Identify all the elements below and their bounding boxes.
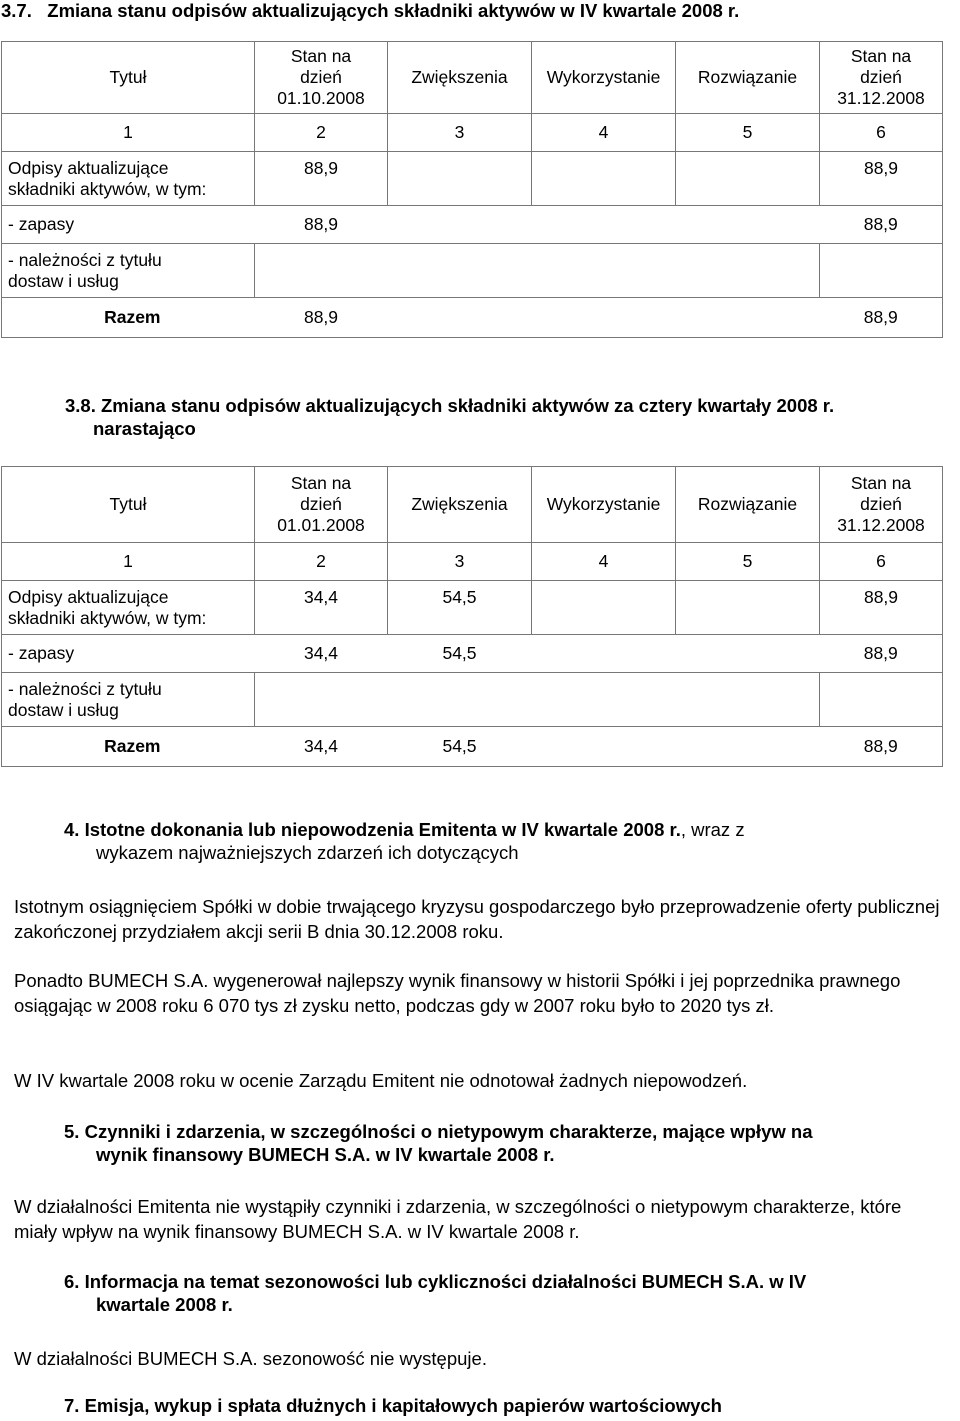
section-6-paragraph-1: W działalności BUMECH S.A. sezonowość nie występuje. [14, 1348, 487, 1369]
header-end-balance: Stan na dzień 31.12.2008 [820, 42, 943, 114]
table-row: - zapasy 88,9 88,9 [2, 206, 943, 244]
section-5-paragraph-1: W działalności Emitenta nie wystąpiły czynniki i zdarzenia, w szczególności o nietypowym charakterze, które miały wpływ na wynik finansowy BUMECH S.A. w IV kwartale 2008 r. [14, 1196, 902, 1242]
header-rozwiazanie: Rozwiązanie [676, 42, 820, 114]
section-3-7-number: 3.7. [1, 0, 32, 21]
column-number-row: 1 2 3 4 5 6 [2, 543, 943, 581]
section-4-paragraph-2: Ponadto BUMECH S.A. wygenerował najlepszy wynik finansowy w historii Spółki i jej poprzednika prawnego osiągając w 2008 roku 6 070 tys zł zysku netto, podczas gdy w 2007 roku było to 2020 tys zł. [14, 970, 901, 1016]
section-7-heading: 7. Emisja, wykup i spłata dłużnych i kapitałowych papierów wartościowych [64, 1395, 722, 1416]
section-6-heading: 6. Informacja na temat sezonowości lub cykliczności działalności BUMECH S.A. w IV kwartale 2008 r. [64, 1271, 807, 1315]
table-row: - należności z tytułu dostaw i usług [2, 673, 943, 727]
section-3-7-title: Zmiana stanu odpisów aktualizujących składniki aktywów w IV kwartale 2008 r. [47, 0, 740, 21]
table-row: Odpisy aktualizujące składniki aktywów, w tym: 88,9 88,9 [2, 152, 943, 206]
section-3-8-heading: 3.8. Zmiana stanu odpisów aktualizujących składniki aktywów za cztery kwartały 2008 r. narastająco [65, 395, 835, 439]
header-tytul: Tytuł [2, 42, 255, 114]
header-rozwiazanie: Rozwiązanie [676, 467, 820, 543]
table-row: - zapasy 34,4 54,5 88,9 [2, 635, 943, 673]
header-zwiekszenia: Zwiększenia [388, 467, 532, 543]
section-3-8-number: 3.8. [65, 395, 96, 416]
section-4-number: 4. [64, 819, 80, 840]
header-wykorzystanie: Wykorzystanie [532, 467, 676, 543]
section-6-number: 6. [64, 1271, 80, 1292]
section-4-paragraph-1: Istotnym osiągnięciem Spółki w dobie trwającego kryzysu gospodarczego było przeprowadzenie oferty publicznej zakończonej przydziałem akcji serii B dnia 30.12.2008 roku. [14, 896, 940, 942]
section-7-number: 7. [64, 1395, 80, 1416]
section-5-number: 5. [64, 1121, 80, 1142]
table-row: - należności z tytułu dostaw i usług [2, 244, 943, 298]
section-4-paragraph-3: W IV kwartale 2008 roku w ocenie Zarządu Emitent nie odnotował żadnych niepowodzeń. [14, 1070, 748, 1091]
header-tytul: Tytuł [2, 467, 255, 543]
header-start-balance: Stan na dzień 01.01.2008 [255, 467, 388, 543]
table-writedowns-q4 [1, 41, 943, 338]
table-writedowns-ytd [1, 466, 943, 767]
table-row: Odpisy aktualizujące składniki aktywów, w tym: 34,4 54,5 88,9 [2, 581, 943, 635]
header-end-balance: Stan na dzień 31.12.2008 [820, 467, 943, 543]
table-row-total: Razem 88,9 88,9 [2, 298, 943, 338]
header-start-balance: Stan na dzień 01.10.2008 [255, 42, 388, 114]
column-number-row: 1 2 3 4 5 6 [2, 114, 943, 152]
section-5-heading: 5. Czynniki i zdarzenia, w szczególności o nietypowym charakterze, mające wpływ na wynik finansowy BUMECH S.A. w IV kwartale 2008 r. [64, 1121, 813, 1165]
header-zwiekszenia: Zwiększenia [388, 42, 532, 114]
header-wykorzystanie: Wykorzystanie [532, 42, 676, 114]
table-row-total: Razem 34,4 54,5 88,9 [2, 727, 943, 767]
section-3-7-heading [1, 0, 739, 22]
section-4-heading: 4. Istotne dokonania lub niepowodzenia Emitenta w IV kwartale 2008 r., wraz z wykazem najważniejszych zdarzeń ich dotyczących [64, 819, 745, 863]
